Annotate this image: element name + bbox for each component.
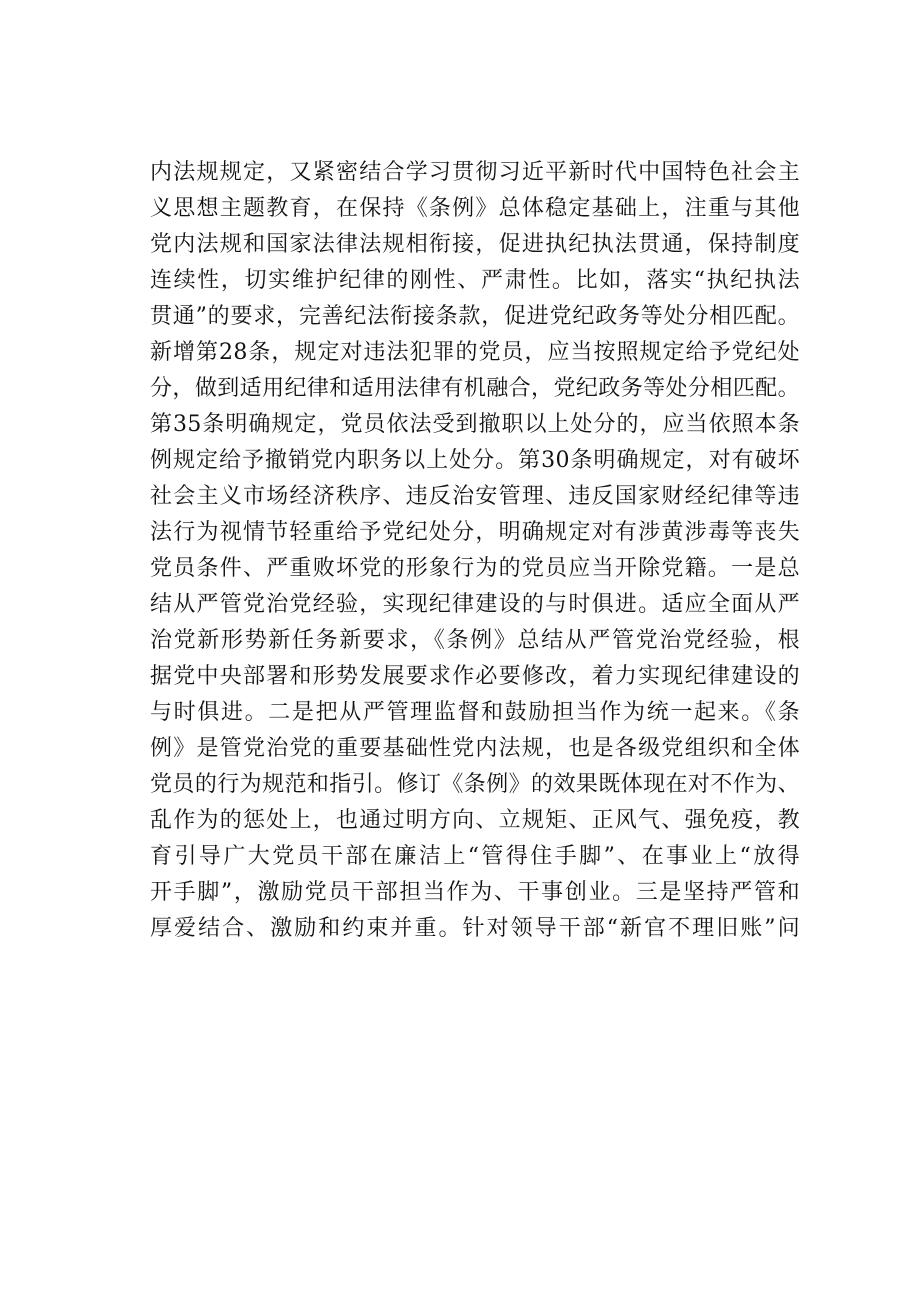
text-line: 分，做到适用纪律和适用法律有机融合，党纪政务等处分相匹配。 [150,376,800,401]
text-line: 例》是管党治党的重要基础性党内法规，也是各级党组织和全体 [150,736,800,761]
text-line: 党员条件、严重败坏党的形象行为的党员应当开除党籍。一是总 [150,556,800,581]
text-line: 贯通”的要求，完善纪法衔接条款，促进党纪政务等处分相匹配。 [150,304,800,329]
text-line: 结从严管党治党经验，实现纪律建设的与时俱进。适应全面从严 [150,592,800,617]
text-line: 第35条明确规定，党员依法受到撤职以上处分的，应当依照本条 [150,412,800,437]
text-line: 乱作为的惩处上，也通过明方向、立规矩、正风气、强免疫，教 [150,808,800,833]
text-line: 治党新形势新任务新要求，《条例》总结从严管党治党经验，根 [150,628,800,653]
text-line: 内法规规定，又紧密结合学习贯彻习近平新时代中国特色社会主 [150,160,800,185]
text-line: 社会主义市场经济秩序、违反治安管理、违反国家财经纪律等违 [150,484,800,509]
text-line: 与时俱进。二是把从严管理监督和鼓励担当作为统一起来。《条 [150,700,800,725]
text-line: 党内法规和国家法律法规相衔接，促进执纪执法贯通，保持制度 [150,232,800,257]
text-line: 厚爱结合、激励和约束并重。针对领导干部“新官不理旧账”问 [150,916,800,941]
text-line: 连续性，切实维护纪律的刚性、严肃性。比如，落实“执纪执法 [150,268,800,293]
text-line: 义思想主题教育，在保持《条例》总体稳定基础上，注重与其他 [150,196,800,221]
text-line: 据党中央部署和形势发展要求作必要修改，着力实现纪律建设的 [150,664,800,689]
text-line: 例规定给予撤销党内职务以上处分。第30条明确规定，对有破坏 [150,448,800,473]
text-line: 育引导广大党员干部在廉洁上“管得住手脚”、在事业上“放得 [150,844,800,869]
text-line: 新增第28条，规定对违法犯罪的党员，应当按照规定给予党纪处 [150,340,800,365]
text-line: 开手脚”，激励党员干部担当作为、干事创业。三是坚持严管和 [150,880,800,905]
text-line: 党员的行为规范和指引。修订《条例》的效果既体现在对不作为、 [150,772,800,797]
text-line: 法行为视情节轻重给予党纪处分，明确规定对有涉黄涉毒等丧失 [150,520,800,545]
body-text [150,155,800,947]
